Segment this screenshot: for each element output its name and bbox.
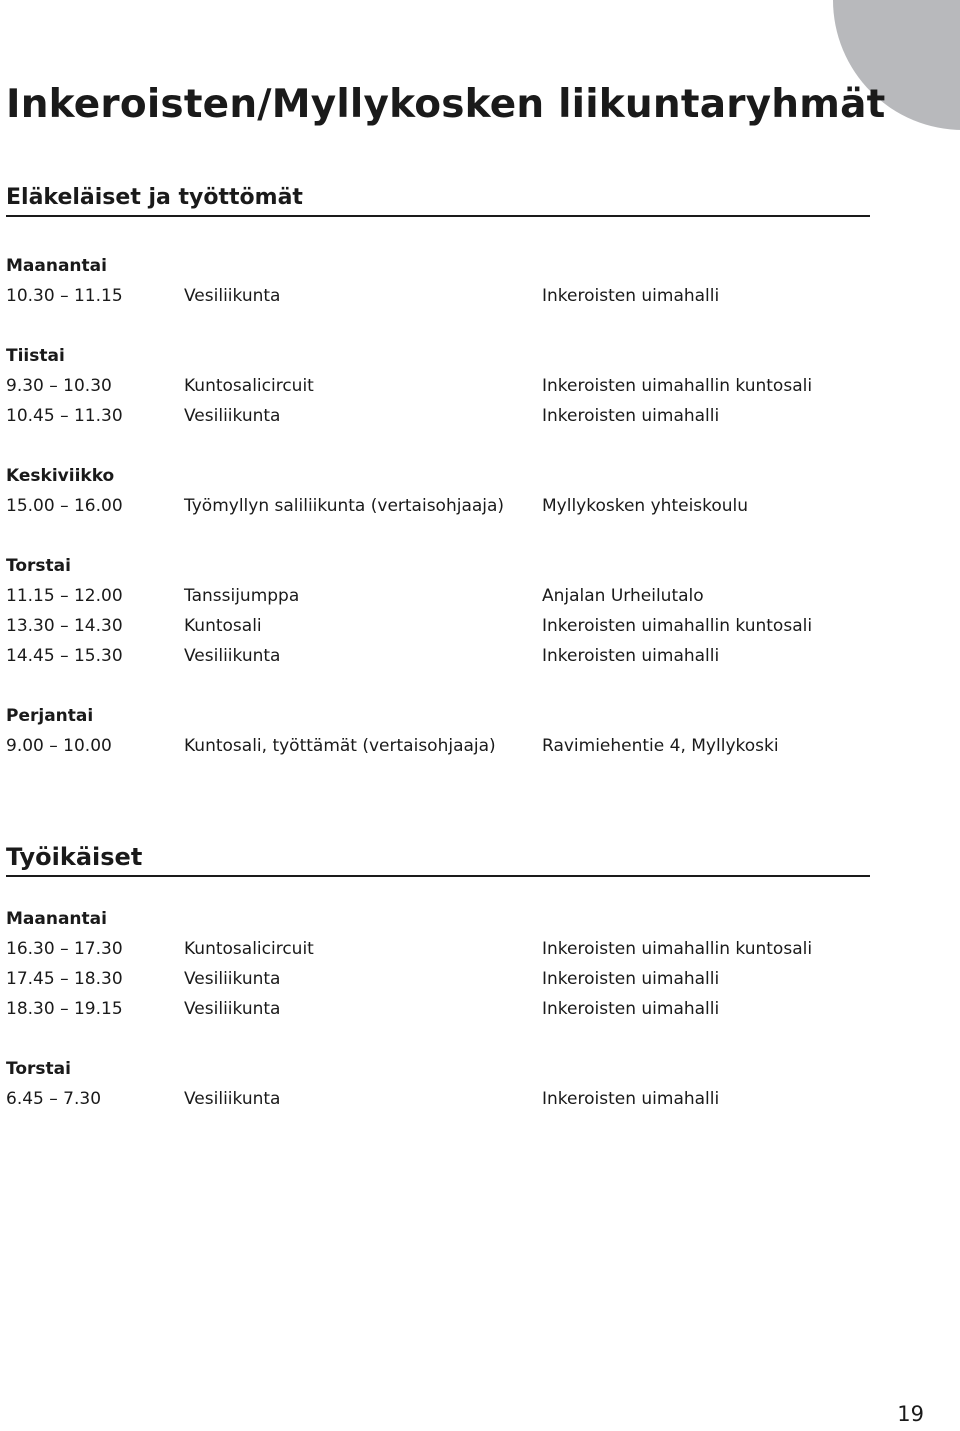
schedule-row	[6, 1084, 870, 1114]
time: 6.45 – 7.30	[6, 1089, 102, 1109]
activity: Vesiliikunta	[184, 1089, 281, 1109]
location: Inkeroisten uimahallin kuntosali	[542, 616, 813, 636]
activity: Vesiliikunta	[184, 969, 281, 989]
day-block	[6, 551, 870, 671]
schedule-row	[6, 994, 870, 1024]
time: 14.45 – 15.30	[6, 646, 123, 666]
section-title: Työikäiset	[6, 842, 870, 877]
activity: Työmyllyn saliliikunta (vertaisohjaaja)	[184, 496, 505, 516]
day-block	[6, 341, 870, 431]
time: 16.30 – 17.30	[6, 939, 123, 959]
location: Inkeroisten uimahalli	[542, 646, 720, 666]
day-name: Keskiviikko	[6, 466, 115, 486]
schedule	[6, 904, 870, 1114]
day-block	[6, 904, 870, 1024]
schedule-row	[6, 581, 870, 611]
location: Inkeroisten uimahalli	[542, 969, 720, 989]
schedule-row	[6, 731, 870, 761]
time: 9.00 – 10.00	[6, 736, 112, 756]
activity: Tanssijumppa	[184, 586, 300, 606]
day-name: Tiistai	[6, 346, 65, 366]
activity: Kuntosalicircuit	[184, 376, 314, 396]
section-tyoikaiset	[6, 842, 870, 1144]
time: 10.45 – 11.30	[6, 406, 123, 426]
time: 10.30 – 11.15	[6, 286, 123, 306]
location: Inkeroisten uimahalli	[542, 286, 720, 306]
day-block	[6, 701, 870, 761]
location: Inkeroisten uimahalli	[542, 1089, 720, 1109]
time: 9.30 – 10.30	[6, 376, 112, 396]
section-title: Eläkeläiset ja työttömät	[6, 182, 870, 217]
schedule-row	[6, 964, 870, 994]
location: Inkeroisten uimahallin kuntosali	[542, 939, 813, 959]
activity: Kuntosalicircuit	[184, 939, 314, 959]
day-block	[6, 251, 870, 311]
day-block	[6, 461, 870, 521]
schedule-row	[6, 281, 870, 311]
time: 11.15 – 12.00	[6, 586, 123, 606]
activity: Kuntosali, työttämät (vertaisohjaaja)	[184, 736, 496, 756]
activity: Vesiliikunta	[184, 286, 281, 306]
location: Inkeroisten uimahallin kuntosali	[542, 376, 813, 396]
time: 17.45 – 18.30	[6, 969, 123, 989]
time: 18.30 – 19.15	[6, 999, 123, 1019]
location: Anjalan Urheilutalo	[542, 586, 704, 606]
location: Inkeroisten uimahalli	[542, 406, 720, 426]
section-elakelaiset	[6, 182, 870, 791]
time: 15.00 – 16.00	[6, 496, 123, 516]
activity: Vesiliikunta	[184, 646, 281, 666]
schedule-row	[6, 371, 870, 401]
schedule-row	[6, 491, 870, 521]
schedule-row	[6, 401, 870, 431]
day-name: Perjantai	[6, 706, 94, 726]
day-name: Torstai	[6, 1059, 71, 1079]
schedule-row	[6, 934, 870, 964]
activity: Kuntosali	[184, 616, 262, 636]
day-name: Maanantai	[6, 909, 107, 929]
schedule-row	[6, 641, 870, 671]
activity: Vesiliikunta	[184, 999, 281, 1019]
location: Myllykosken yhteiskoulu	[542, 496, 749, 516]
day-name: Torstai	[6, 556, 71, 576]
schedule-row	[6, 611, 870, 641]
location: Inkeroisten uimahalli	[542, 999, 720, 1019]
page-number: 19	[897, 1402, 924, 1426]
day-block	[6, 1054, 870, 1114]
day-name: Maanantai	[6, 256, 107, 276]
activity: Vesiliikunta	[184, 406, 281, 426]
time: 13.30 – 14.30	[6, 616, 123, 636]
schedule	[6, 251, 870, 761]
page-title: Inkeroisten/Myllykosken liikuntaryhmät	[6, 82, 886, 127]
location: Ravimiehentie 4, Myllykoski	[542, 736, 779, 756]
